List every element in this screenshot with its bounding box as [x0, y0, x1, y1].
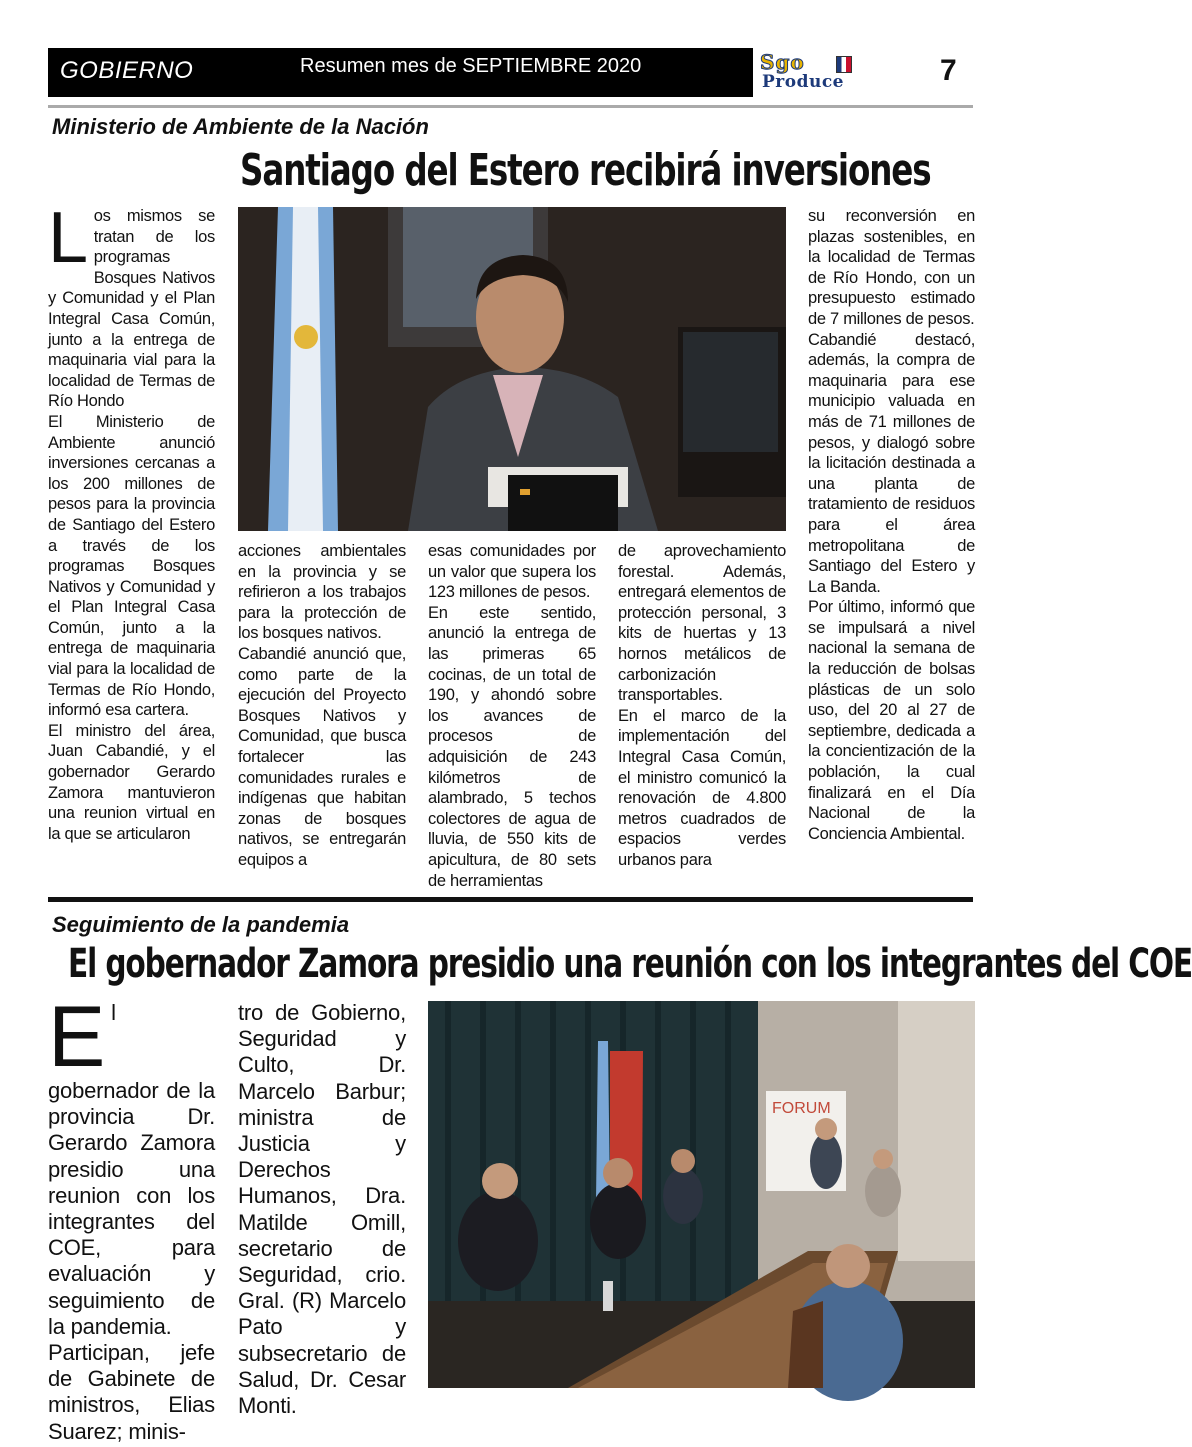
coe-meeting-photo [428, 1001, 975, 1388]
paragraph: En el marco de la implementación del Integral Casa Común, el ministro comunicó la renovación de 4.800 metros cuadrados de espacios verdes urbanos para [618, 706, 786, 869]
paragraph: Cabandié anunció que, como parte de la ejecución del Proyecto Bosques Nativos y Comunidad, que busca fortalecer las comunidades rurales e indígenas que habitan zonas de bosques nativos, se entregarán equipos a [238, 644, 406, 869]
article1-column-4 [618, 541, 786, 871]
paragraph: El ministro del área, Juan Cabandié, y el gobernador Gerardo Zamora mantuvieron una reunion virtual en la que se articularon [48, 721, 215, 843]
article2-headline: El gobernador Zamora presidio una reunión con los integrantes del COE [68, 941, 1192, 987]
sgo-produce-logo [758, 50, 918, 96]
paragraph: l gobernador de la provincia Dr. Gerardo Zamora presidio una reunion con los integrantes del COE, para evaluación y seguimiento de la pandemia. [48, 1000, 215, 1339]
article2-dropcap: E [48, 989, 106, 1085]
article1-column-2 [238, 541, 406, 871]
paragraph: de aprovechamiento forestal. Además, entregará elementos de protección personal, 3 kits de huertas y 13 hornos metálicos de carbonización transportables. [618, 542, 786, 705]
article2-column-1 [48, 989, 215, 1445]
paragraph: os mismos se tratan de los programas Bosques Nativos y Comunidad y el Plan Integral Casa Común, junto a la entrega de maquinaria vial para la localidad de Termas de Río Hondo [48, 207, 215, 411]
paragraph: tro de Gobierno, Seguridad y Culto, Dr. Marcelo Barbur; ministra de Justicia y Derechos Humanos, Dra. Matilde Omill, secretario de Seguridad, crio. Gral. (R) Marcelo Pato y subsecretario de Salud, Dr. Cesar Monti. [238, 1000, 406, 1419]
paragraph: Cabandié destacó, además, la compra de maquinaria para ese municipio valuada en más de 71 millones de pesos, y dialogó sobre la licitación destinada a una planta de tratamiento de residuos para el área metropolitana de Santiago del Estero y La Banda. [808, 330, 975, 596]
article1-kicker: Ministerio de Ambiente de la Nación [52, 114, 429, 139]
article2-kicker: Seguimiento de la pandemia [52, 912, 350, 937]
article-divider [48, 897, 973, 902]
paragraph: En este sentido, anunció la entrega de las primeras 65 cocinas, de un total de 190, y ahondó sobre los avances de procesos de adquisición de 243 kilómetros de alambrado, 5 techos colectores de agua de lluvia, de 550 kits de apicultura, de 80 sets de herramientas [428, 603, 596, 890]
logo-text-bottom: Produce [762, 72, 844, 92]
paragraph: Participan, jefe de Gabinete de ministros, Elias Suarez; minis- [48, 1340, 215, 1444]
minister-photo-illustration [238, 207, 786, 531]
article2-column-2 [238, 1000, 406, 1419]
coe-meeting-illustration [428, 1001, 975, 1388]
paragraph: Por último, informó que se impulsará a nivel nacional la semana de la reducción de bolsas plásticas de un solo uso, del 20 al 27 de septiembre, dedicada a la concientización de la población, la cual finalizará en el Día Nacional de la Conciencia Ambiental. [808, 598, 975, 843]
forum-sign-text: FORUM [772, 1100, 831, 1117]
minister-photo [238, 207, 786, 531]
article1-headline: Santiago del Estero recibirá inversiones [240, 145, 931, 196]
logo-text-top: Sgo [760, 50, 805, 74]
article1-dropcap: L [48, 198, 88, 278]
paragraph: acciones ambientales en la provincia y se refirieron a los trabajos para la protección de los bosques nativos. [238, 542, 406, 643]
paragraph: El Ministerio de Ambiente anunció inversiones cercanas a los 200 millones de pesos para la provincia de Santiago del Estero a través de los programas Bosques Nativos y Comunidad y el Plan Integral Casa Común, junto a la entrega de maquinaria vial para la localidad de Termas de Río Hondo, informó esa cartera. [48, 412, 215, 720]
section-label: GOBIERNO [60, 57, 194, 84]
article1-column-1 [48, 198, 215, 844]
paragraph: esas comunidades por un valor que supera los 123 millones de pesos. [428, 542, 596, 602]
header-divider [48, 105, 973, 108]
flag-icon [836, 56, 852, 73]
edition-label: Resumen mes de SEPTIEMBRE 2020 [300, 55, 642, 77]
article1-column-5 [808, 206, 975, 844]
article1-column-3 [428, 541, 596, 891]
paragraph: su reconversión en plazas sostenibles, en la localidad de Termas de Río Hondo, con un presupuesto estimado de 7 millones de pesos. [808, 207, 975, 328]
page-number: 7 [940, 54, 957, 87]
